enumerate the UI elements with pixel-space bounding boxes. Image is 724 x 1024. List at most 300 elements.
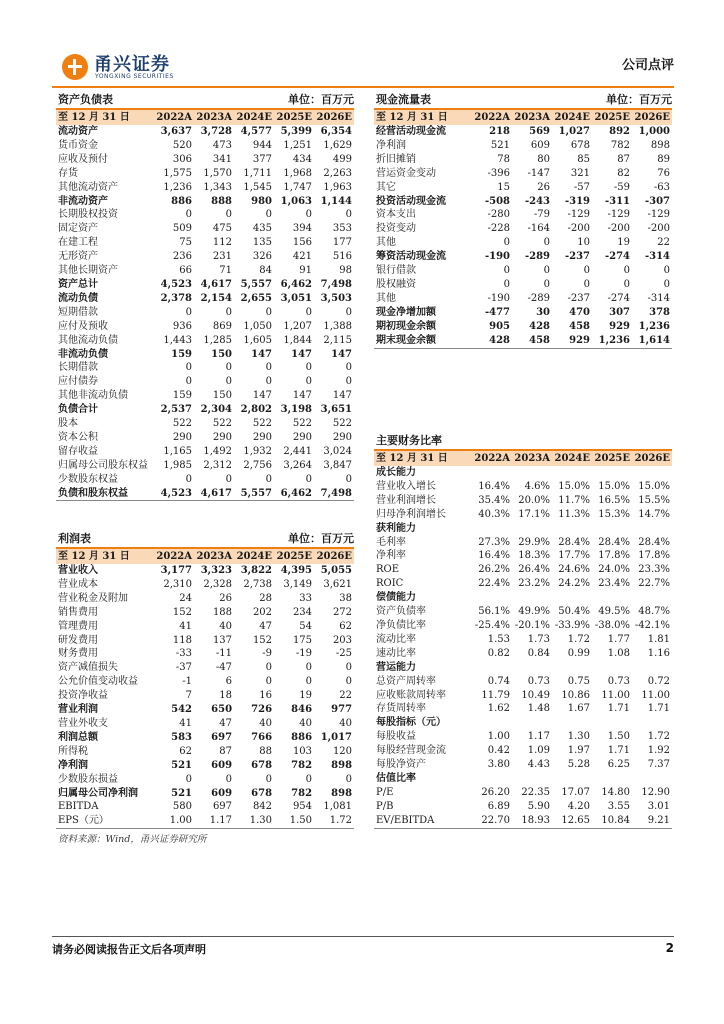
cell-value: 236: [172, 251, 192, 263]
cell-value: 202: [252, 606, 273, 618]
row-label: 负债和股东权益: [56, 487, 154, 501]
table-row: [56, 445, 354, 459]
row-label: 营业成本: [58, 578, 98, 590]
cell-value: 0: [185, 362, 192, 374]
cell-value: 3,621: [323, 578, 353, 590]
cell-value: 175: [292, 634, 313, 646]
table-row: [374, 786, 672, 800]
cell-value: 3,051: [280, 292, 312, 304]
cell-value: 0: [265, 662, 273, 674]
cell-value: 0: [623, 265, 630, 277]
row-label: 其他: [376, 237, 396, 249]
cell-value: 85: [577, 153, 590, 165]
row-label: 无形资产: [58, 251, 98, 263]
cell-value: 3,503: [320, 292, 352, 304]
cell-value: 290: [212, 431, 232, 443]
cell-value: 6,354: [320, 126, 352, 137]
row-label: 存货: [58, 167, 78, 179]
row-label: EBITDA: [58, 801, 99, 813]
row-label: 每股经营现金流: [376, 745, 446, 757]
cell-value: 2,328: [203, 578, 233, 590]
cell-value: 2,115: [323, 334, 352, 346]
table-row: [374, 494, 672, 508]
cell-value: 20.0%: [518, 494, 550, 506]
cell-value: 15: [497, 181, 510, 193]
row-label: 期初现金余额: [376, 320, 436, 332]
cell-value: 434: [292, 153, 312, 165]
row-label: 非流动负债: [58, 348, 108, 360]
cell-value: 66: [179, 265, 192, 277]
cell-value: 2,802: [240, 404, 272, 416]
cell-value: -38.0%: [594, 619, 630, 631]
cell-value: 24: [179, 592, 192, 604]
row-label: 资产减值损失: [58, 662, 118, 674]
section-header-row: [374, 466, 672, 480]
table-title-row: [374, 91, 672, 109]
cell-value: 1,614: [632, 334, 672, 348]
column-header-row: [374, 450, 672, 466]
table-row: [56, 675, 354, 689]
row-label: 应付及预收: [58, 320, 108, 332]
cell-value: 7,498: [320, 278, 352, 290]
table-title-row: [56, 530, 354, 548]
cell-value: 321: [570, 167, 590, 179]
table-row: [56, 606, 354, 620]
cell-value: 11.79: [481, 689, 510, 701]
cell-value: 522: [172, 418, 192, 430]
cash-flow-body: [374, 91, 672, 348]
cell-value: -164: [527, 223, 550, 235]
column-header-year: 2026E: [314, 109, 354, 125]
cell-value: 0: [345, 662, 353, 674]
financial-ratios-table: [374, 432, 672, 829]
row-label: ROE: [376, 564, 400, 576]
cell-value: 6.89: [487, 800, 510, 812]
cell-value: 1.72: [567, 633, 590, 645]
cell-value: 0: [185, 473, 192, 485]
cell-value: 28.4%: [558, 536, 590, 548]
row-label: 投资活动现金流: [376, 195, 446, 207]
cell-value: 147: [251, 348, 272, 360]
cell-value: 5,557: [240, 278, 272, 290]
cell-value: 28.4%: [638, 536, 671, 548]
cell-value: 16: [259, 690, 273, 702]
row-label: 应付债券: [58, 376, 98, 388]
cell-value: 1,545: [243, 181, 272, 193]
table-row: [374, 222, 672, 236]
cell-value: 0.73: [607, 675, 630, 687]
cell-value: 5.28: [567, 759, 590, 771]
table-row: [56, 139, 354, 153]
cell-value: 650: [211, 704, 233, 716]
cell-value: 159: [171, 348, 192, 360]
cell-value: 24.2%: [558, 578, 590, 590]
cell-value: 886: [291, 731, 313, 743]
cell-value: 521: [171, 759, 192, 771]
cell-value: -237: [564, 251, 590, 263]
cell-value: -37: [175, 662, 192, 674]
cell-value: 1.92: [647, 745, 671, 757]
cell-value: -307: [644, 195, 670, 207]
cell-value: 697: [211, 731, 233, 743]
cell-value: 26.20: [481, 786, 510, 798]
cell-value: 0: [305, 662, 313, 674]
cell-value: -25.4%: [474, 619, 510, 631]
cell-value: 22.4%: [478, 578, 510, 590]
section-header-row: [374, 716, 672, 730]
column-header-year: 2023A: [512, 109, 552, 125]
cell-value: 10.84: [592, 814, 632, 828]
column-header-year: 2022A: [154, 109, 194, 125]
row-label: 其他流动负债: [58, 334, 118, 346]
cell-value: 520: [172, 139, 192, 151]
cell-value: 326: [252, 251, 272, 263]
column-header-row: [56, 548, 354, 564]
cell-value: 3,847: [323, 459, 352, 471]
cell-value: 16.5%: [598, 494, 630, 506]
table-row: [56, 389, 354, 403]
cell-value: 41: [179, 620, 192, 632]
cell-value: 4.43: [527, 759, 550, 771]
cell-value: 1.50: [607, 731, 630, 743]
cell-value: 47: [259, 620, 273, 632]
cell-value: 473: [212, 139, 232, 151]
page-header: [52, 46, 674, 86]
cell-value: 0: [663, 265, 670, 277]
cell-value: 17.8%: [598, 550, 630, 562]
cell-value: 458: [512, 334, 552, 348]
cell-value: -228: [487, 223, 510, 235]
cell-value: 3,728: [200, 126, 232, 137]
cell-value: 1,747: [283, 181, 312, 193]
table-row: [56, 745, 354, 759]
row-label: 短期借款: [58, 306, 98, 318]
section-label: 每股指标（元）: [376, 717, 446, 729]
cell-value: 234: [292, 606, 313, 618]
cell-value: 15.0%: [638, 480, 671, 492]
cell-value: 3,264: [283, 459, 312, 471]
cell-value: 678: [251, 759, 273, 771]
cell-value: 11.7%: [558, 494, 590, 506]
cell-value: 2,310: [163, 578, 192, 590]
column-header-year: 2022A: [472, 109, 512, 125]
cell-value: 0: [305, 306, 312, 318]
table-row: [374, 605, 672, 619]
cell-value: 475: [212, 223, 232, 235]
cell-value: 23.3%: [638, 564, 671, 576]
cell-value: 24.0%: [598, 564, 630, 576]
cell-value: 1.67: [567, 703, 590, 715]
cell-value: 4.20: [567, 800, 590, 812]
column-header-year: 2026E: [632, 109, 672, 125]
balance-sheet-unit: 单位：百万元: [234, 91, 354, 109]
cell-value: -190: [484, 251, 510, 263]
cell-value: 87: [617, 153, 630, 165]
cell-value: 9.21: [632, 814, 672, 828]
row-label: 流动资产: [58, 126, 98, 137]
cell-value: 1.30: [234, 814, 274, 828]
cell-value: 1,963: [323, 181, 352, 193]
cell-value: 0: [265, 473, 272, 485]
section-label: 估值比率: [376, 772, 416, 784]
row-label: 销售费用: [58, 606, 98, 618]
cell-value: 5,557: [234, 487, 274, 501]
source-note: 资料来源：Wind，甬兴证券研究所: [58, 834, 207, 845]
cell-value: 341: [212, 153, 232, 165]
row-label: 其他: [376, 292, 396, 304]
cell-value: 2,756: [243, 459, 272, 471]
row-label: 营业利润: [58, 704, 98, 716]
column-header-year: 2025E: [592, 109, 632, 125]
cell-value: 1,844: [283, 334, 312, 346]
cell-value: 6,462: [280, 278, 312, 290]
cell-value: -314: [644, 251, 670, 263]
cell-value: 3,149: [283, 578, 313, 590]
table-row: [374, 153, 672, 167]
table-row: [56, 759, 354, 773]
cash-flow-table: [374, 91, 672, 349]
row-label: 速动比率: [376, 647, 416, 659]
cell-value: 16.4%: [478, 480, 510, 492]
cell-value: 1,207: [283, 320, 312, 332]
cell-value: 929: [552, 334, 592, 348]
row-label: 其它: [376, 181, 396, 193]
company-logo-icon: [62, 54, 88, 80]
cell-value: 2,304: [200, 404, 232, 416]
cell-value: 944: [252, 139, 272, 151]
cell-value: 14.80: [601, 786, 630, 798]
cell-value: 1,285: [203, 334, 232, 346]
row-label: 营业税金及附加: [58, 592, 128, 604]
section-header-row: [374, 661, 672, 675]
table-row: [56, 592, 354, 606]
cell-value: 609: [530, 139, 550, 151]
row-label: 资本公积: [58, 431, 98, 443]
cell-value: 5.90: [527, 800, 550, 812]
cell-value: 2,655: [240, 292, 272, 304]
cell-value: 17.8%: [638, 550, 671, 562]
table-row: [56, 375, 354, 389]
cell-value: 218: [489, 126, 510, 137]
table-title-row: [374, 432, 672, 450]
cell-value: 0: [623, 278, 630, 290]
cash-flow-unit: 单位：百万元: [552, 91, 672, 109]
row-label: 经营活动现金流: [376, 126, 446, 137]
row-label: 资产总计: [58, 278, 98, 290]
cell-value: 1.17: [527, 731, 550, 743]
cell-value: 2,378: [160, 292, 192, 304]
cell-value: 188: [212, 606, 233, 618]
table-row: [56, 661, 354, 675]
cell-value: 782: [610, 139, 630, 151]
cell-value: 41: [179, 717, 192, 729]
cell-value: 147: [332, 390, 352, 402]
cell-value: 0: [185, 209, 192, 221]
section-header-row: [374, 772, 672, 786]
cell-value: 11.3%: [558, 508, 590, 520]
cell-value: 0: [345, 773, 353, 785]
cell-value: 1,932: [243, 445, 272, 457]
cell-value: 26: [219, 592, 233, 604]
cell-value: 18.93: [512, 814, 552, 828]
cell-value: 1.53: [487, 633, 510, 645]
cell-value: -47: [215, 662, 233, 674]
cell-value: 40: [219, 620, 233, 632]
cell-value: 80: [537, 153, 550, 165]
row-label: 财务费用: [58, 648, 98, 660]
cell-value: 3.01: [647, 800, 671, 812]
cell-value: 1,027: [558, 126, 590, 137]
table-row: [374, 320, 672, 334]
table-row: [56, 361, 354, 375]
column-header-year: 2025E: [592, 450, 632, 466]
cell-value: 1.73: [527, 633, 550, 645]
table-row: [56, 222, 354, 236]
cell-value: -129: [607, 209, 630, 221]
cell-value: 28: [259, 592, 273, 604]
table-row: [374, 800, 672, 814]
row-label: 其他长期资产: [58, 265, 118, 277]
cell-value: 150: [212, 390, 232, 402]
cell-value: 15.0%: [558, 480, 590, 492]
cell-value: -396: [487, 167, 510, 179]
table-row: [56, 306, 354, 320]
table-row: [374, 480, 672, 494]
cell-value: -274: [607, 292, 630, 304]
cell-value: 4,395: [280, 565, 313, 576]
row-label: 归属母公司净利润: [58, 787, 138, 799]
cell-value: 0: [225, 306, 232, 318]
cell-value: 0: [225, 473, 232, 485]
row-label: 固定资产: [58, 223, 98, 235]
cell-value: 0: [265, 306, 272, 318]
cell-value: 15.0%: [598, 480, 630, 492]
cell-value: 306: [172, 153, 192, 165]
cell-value: 71: [219, 265, 232, 277]
cell-value: 0.73: [527, 675, 550, 687]
cell-value: 0: [345, 362, 352, 374]
table-row: [374, 139, 672, 153]
cell-value: 1.81: [647, 633, 671, 645]
cell-value: -289: [527, 292, 550, 304]
cell-value: 0: [305, 209, 312, 221]
cell-value: 516: [332, 251, 352, 263]
cell-value: 84: [259, 265, 272, 277]
cell-value: 0: [305, 773, 313, 785]
cell-value: 886: [171, 195, 192, 207]
cell-value: 22.35: [521, 786, 550, 798]
cell-value: 12.65: [552, 814, 592, 828]
cell-value: 203: [332, 634, 353, 646]
cell-value: 76: [657, 167, 670, 179]
column-header-year: 2024E: [234, 548, 274, 564]
cell-value: 0: [265, 773, 273, 785]
cell-value: 15.3%: [598, 508, 630, 520]
document-type: 公司点评: [621, 58, 674, 73]
cell-value: 98: [339, 265, 352, 277]
cell-value: 1,000: [638, 126, 670, 137]
cell-value: 1.97: [567, 745, 590, 757]
cell-value: 0: [225, 773, 233, 785]
cell-value: 29.9%: [518, 536, 550, 548]
cell-value: 0: [305, 473, 312, 485]
cell-value: 609: [211, 759, 233, 771]
cell-value: 4.6%: [524, 480, 550, 492]
row-label: 少数股东权益: [58, 473, 118, 485]
cell-value: 0: [305, 676, 313, 688]
cell-value: 0: [503, 237, 510, 249]
cell-value: 898: [650, 139, 670, 151]
column-header-date: 至 12 月 31 日: [374, 109, 472, 125]
cell-value: -1: [182, 676, 192, 688]
cell-value: 47: [219, 717, 233, 729]
column-header-year: 2023A: [194, 548, 234, 564]
cell-value: 1.00: [154, 814, 194, 828]
income-statement-body: [56, 530, 354, 829]
cell-value: 1.71: [607, 703, 630, 715]
cell-value: 156: [292, 237, 312, 249]
cell-value: 0: [543, 237, 550, 249]
cell-value: 40: [259, 717, 273, 729]
row-label: 长期借款: [58, 362, 98, 374]
table-row: [374, 702, 672, 716]
cell-value: -20.1%: [514, 619, 550, 631]
column-header-year: 2022A: [154, 548, 194, 564]
cell-value: -11: [215, 648, 233, 660]
cell-value: 428: [472, 334, 512, 348]
cell-value: 54: [299, 620, 313, 632]
cell-value: 0: [225, 362, 232, 374]
table-row: [56, 417, 354, 431]
cell-value: 1,570: [203, 167, 232, 179]
balance-sheet-title: 资产负债表: [56, 91, 234, 109]
cell-value: 0: [185, 773, 192, 785]
cell-value: 50.4%: [558, 606, 590, 618]
cell-value: 0: [543, 265, 550, 277]
cell-value: 980: [251, 195, 272, 207]
cell-value: 678: [570, 139, 590, 151]
cell-value: 26: [537, 181, 550, 193]
cell-value: 522: [332, 418, 352, 430]
cell-value: 28.4%: [598, 536, 630, 548]
table-title-row: [56, 91, 354, 109]
table-row: [374, 306, 672, 320]
row-label: 应收及预付: [58, 153, 108, 165]
table-row: [56, 459, 354, 473]
column-header-date: 至 12 月 31 日: [56, 548, 154, 564]
cell-value: 0.72: [647, 675, 671, 687]
cell-value: 87: [219, 745, 233, 757]
cell-value: 2,738: [243, 578, 273, 590]
cell-value: 11.00: [601, 689, 630, 701]
row-label: 毛利率: [376, 536, 406, 548]
cell-value: -9: [262, 648, 273, 660]
cell-value: 522: [292, 418, 312, 430]
cell-value: 18: [219, 690, 233, 702]
row-label: 净利润: [376, 139, 406, 151]
cell-value: 458: [569, 320, 590, 332]
cell-value: 3,323: [200, 565, 233, 576]
table-row: [374, 536, 672, 550]
cell-value: 0: [663, 278, 670, 290]
table-row: [374, 292, 672, 306]
cell-value: 290: [172, 431, 192, 443]
cell-value: 0: [185, 306, 192, 318]
cell-value: 23.2%: [518, 578, 550, 590]
cell-value: 1.09: [527, 745, 550, 757]
cell-value: 17.07: [561, 786, 590, 798]
cell-value: 1,050: [243, 320, 272, 332]
